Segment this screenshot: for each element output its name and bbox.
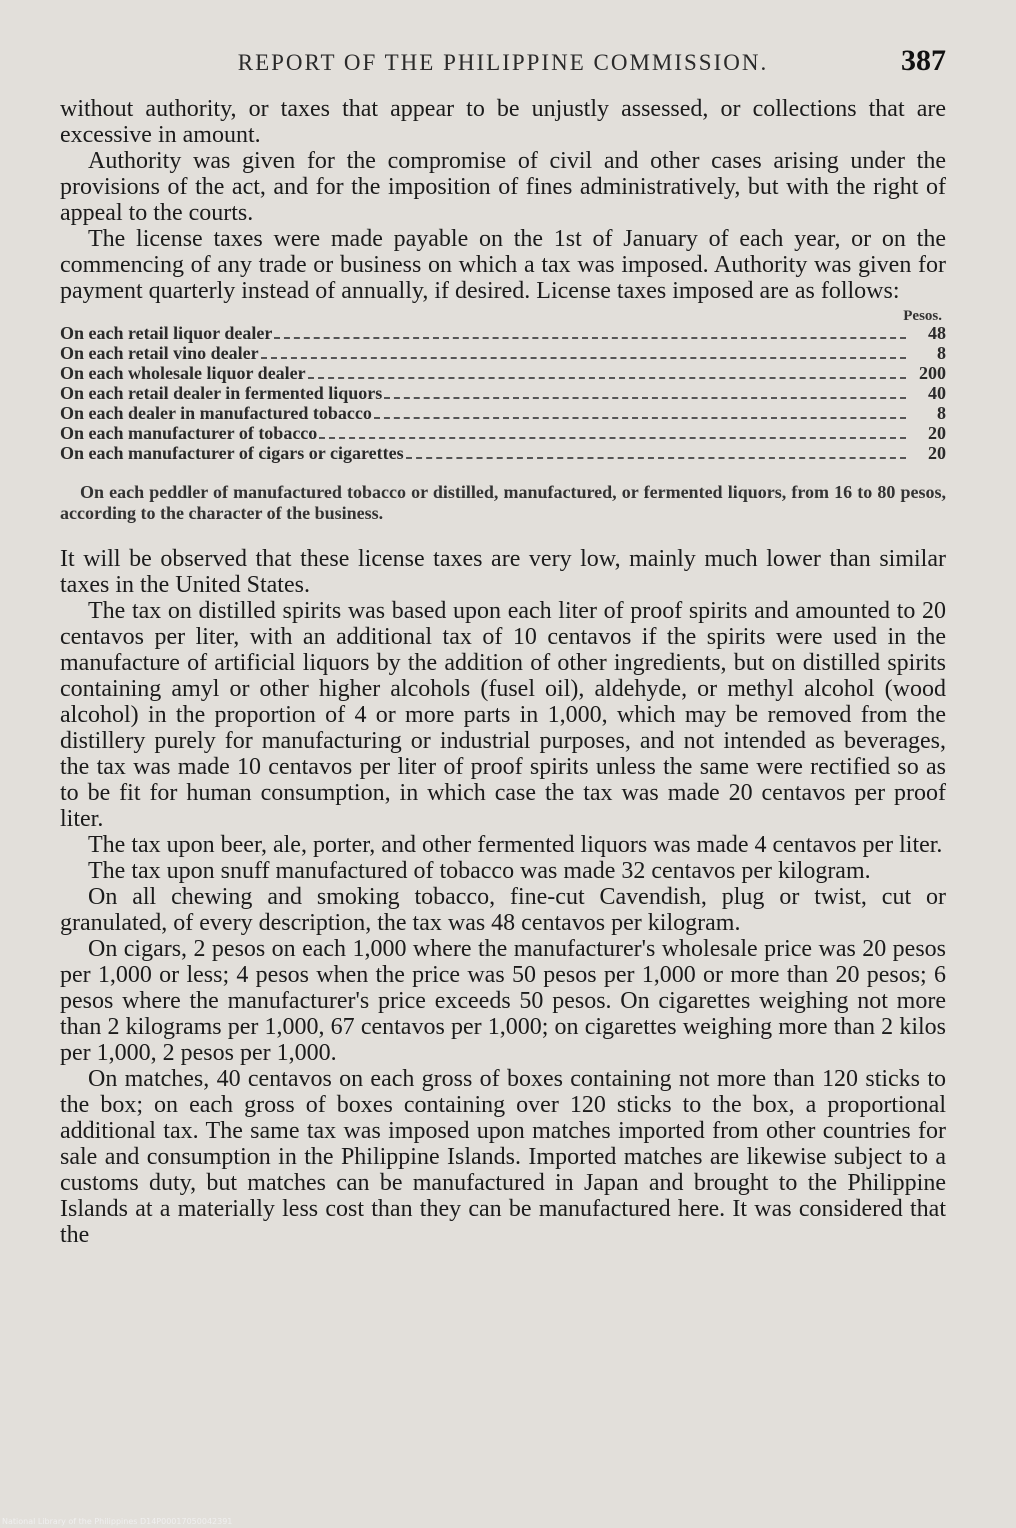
- table-row: [60, 364, 946, 384]
- paragraph: The tax upon snuff manufactured of tobacco was made 32 centavos per kilogram.: [88, 858, 871, 884]
- row-amount: 8: [937, 343, 946, 363]
- row-amount: 200: [919, 363, 946, 383]
- table-unit-header: Pesos.: [903, 308, 942, 324]
- table-note: On each peddler of manufactured tobacco or distilled, manufactured, or fermented liquors, from 16 to 80 pesos, according to the character of the business.: [60, 482, 946, 523]
- row-label: On each retail dealer in fermented liquors: [60, 383, 383, 403]
- row-label: On each retail liquor dealer: [60, 323, 273, 343]
- paragraph: without authority, or taxes that appear to be unjustly assessed, or collections that are excessive in amount.: [60, 96, 946, 148]
- paragraph: It will be observed that these license taxes are very low, mainly much lower than similar taxes in the United States.: [60, 546, 946, 598]
- row-label: On each wholesale liquor dealer: [60, 363, 306, 383]
- row-amount: 40: [928, 383, 946, 403]
- row-label: On each retail vino dealer: [60, 343, 259, 363]
- leader-dots: [261, 357, 906, 359]
- leader-dots: [406, 457, 906, 459]
- table-row: [60, 324, 946, 344]
- row-label: On each manufacturer of cigars or cigarettes: [60, 443, 404, 463]
- scan-footer: National Library of the Philippines D14P00017050042391: [2, 1517, 233, 1526]
- leader-dots: [308, 377, 906, 379]
- running-head: REPORT OF THE PHILIPPINE COMMISSION.: [237, 50, 769, 75]
- body-text: [60, 96, 946, 1248]
- page-header: [60, 44, 946, 84]
- leader-dots: [374, 417, 906, 419]
- row-amount: 8: [937, 403, 946, 423]
- row-label: On each dealer in manufactured tobacco: [60, 403, 372, 423]
- table-row: [60, 384, 946, 404]
- table-row: [60, 424, 946, 444]
- row-amount: 20: [928, 443, 946, 463]
- table-row: [60, 444, 946, 464]
- paragraph: On all chewing and smoking tobacco, fine-cut Cavendish, plug or twist, cut or granulated, of every description, the tax was 48 centavos per kilogram.: [60, 884, 946, 936]
- leader-dots: [384, 397, 906, 399]
- leader-dots: [274, 337, 906, 339]
- row-label: On each manufacturer of tobacco: [60, 423, 318, 443]
- paragraph: Authority was given for the compromise of civil and other cases arising under the provisions of the act, and for the imposition of fines administratively, but with the right of appeal to the courts.: [60, 148, 946, 226]
- leader-dots: [319, 437, 906, 439]
- page-number: 387: [901, 44, 946, 77]
- paragraph: On matches, 40 centavos on each gross of boxes containing not more than 120 sticks to the box; on each gross of boxes containing over 120 sticks to the box, a proportional additional tax. The same tax was imposed upon matches imported from other countries for sale and consumption in the Philippine Islands. Imported matches are likewise subject to a customs duty, but matches can be manufactured in Japan and brought to the Philippine Islands at a materially less cost than they can be manufactured here. It was considered that the: [60, 1066, 946, 1248]
- paragraph: On cigars, 2 pesos on each 1,000 where the manufacturer's wholesale price was 20 pesos per 1,000 or less; 4 pesos when the price was 50 pesos per 1,000 or more than 20 pesos; 6 pesos where the manufacturer's price exceeds 50 pesos. On cigarettes weighing not more than 2 kilograms per 1,000, 67 centavos per 1,000; on cigarettes weighing more than 2 kilos per 1,000, 2 pesos per 1,000.: [60, 936, 946, 1066]
- paragraph: The tax on distilled spirits was based upon each liter of proof spirits and amounted to 20 centavos per liter, with an additional tax of 10 centavos if the spirits were used in the manufacture of artificial liquors by the addition of other ingredients, but on distilled spirits containing amyl or other higher alcohols (fusel oil), aldehyde, or methyl alcohol (wood alcohol) in the proportion of 4 or more parts in 1,000, which may be removed from the distillery purely for manufacturing or industrial purposes, and not intended as beverages, the tax was made 10 centavos per liter of proof spirits unless the same were rectified so as to be fit for human consumption, in which case the tax was made 20 centavos per proof liter.: [60, 598, 946, 832]
- row-amount: 20: [928, 423, 946, 443]
- table-row: [60, 344, 946, 364]
- license-tax-table: [60, 308, 946, 524]
- row-amount: 48: [928, 323, 946, 343]
- paragraph: The license taxes were made payable on the 1st of January of each year, or on the commencing of any trade or business on which a tax was imposed. Authority was given for payment quarterly instead of annually, if desired. License taxes imposed are as follows:: [60, 226, 946, 304]
- table-row: [60, 404, 946, 424]
- paragraph: The tax upon beer, ale, porter, and other fermented liquors was made 4 centavos per liter.: [88, 832, 943, 858]
